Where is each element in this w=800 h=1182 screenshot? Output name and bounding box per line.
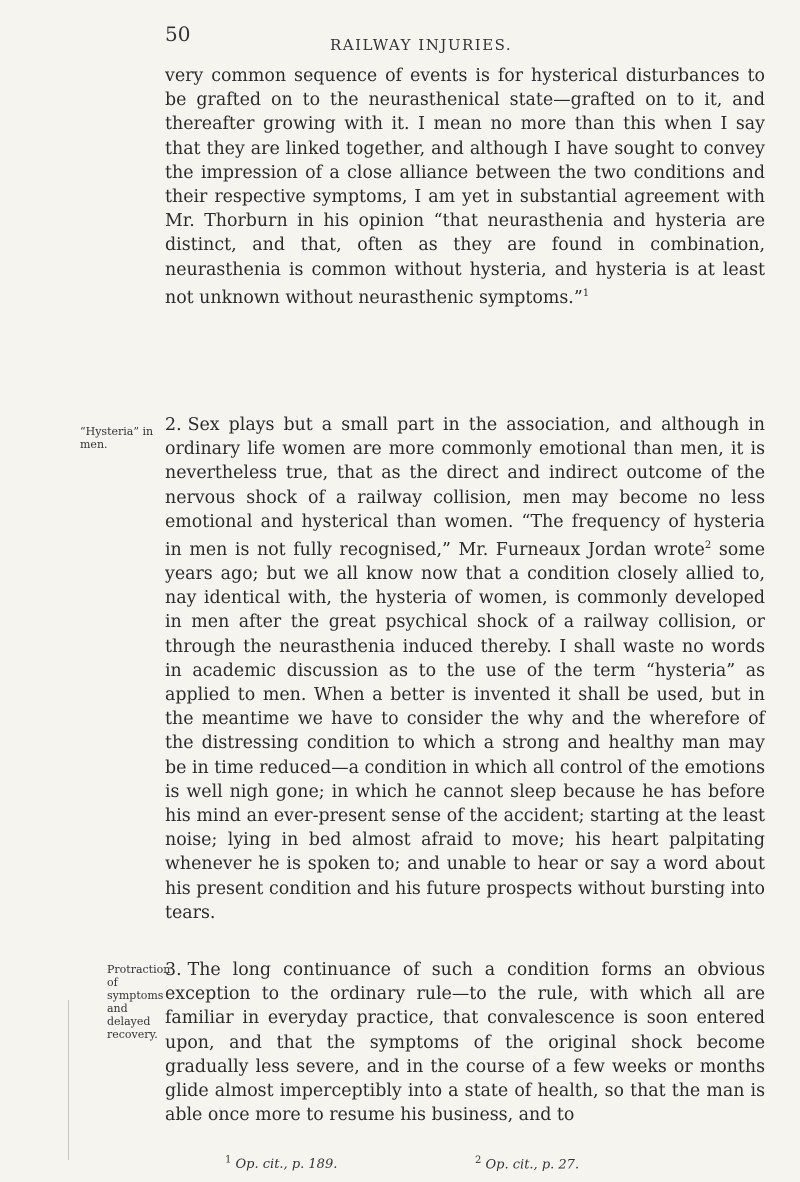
- paragraph-2: [165, 413, 765, 925]
- paragraph-3: [165, 958, 765, 1127]
- footnotes: [225, 1155, 745, 1172]
- paragraph-2-text-b: some years ago; but we all know now that a condition closely allied to, nay identical with, the hysteria of women, is commonly developed in men after the great psychical shock of a railway collision, or through the neurasthenia induced thereby. I shall waste no words in academic discussion as to the use of the term “hysteria” as applied to men. When a better is invented it shall be used, but in the meantime we have to consider the why and the wherefore of the distressing condition to which a strong and healthy man may be in time reduced—a condition in which all control of the emotions is well nigh gone; in which he cannot sleep because he has before his mind an ever-present sense of the accident; starting at the least noise; lying in bed almost afraid to move; his heart palpitating whenever he is spoken to; and unable to hear or say a word about his present condition and his future prospects without bursting into tears.: [165, 539, 765, 923]
- paragraph-continuation: [165, 64, 765, 310]
- footnote-1-text: Op. cit., p. 189.: [235, 1157, 338, 1173]
- paragraph-3-text: The long continuance of such a condition forms an obvious exception to the ordinary rule—to the rule, with which all are familiar in everyday practice, that convalescence is soon entered upon, and that the symptoms of the original shock become gradually less severe, and in the course of a few weeks or months glide almost imperceptibly into a state of health, so that the man is able once more to resume his business, and to: [165, 960, 765, 1126]
- page-number: 50: [165, 22, 191, 46]
- footnote-ref-1: 1: [582, 287, 590, 299]
- page-edge-line: [68, 1000, 69, 1160]
- paragraph-2-number: 2.: [165, 415, 182, 435]
- footnote-ref-2: 2: [704, 540, 712, 552]
- running-head: RAILWAY INJURIES.: [330, 36, 513, 54]
- paragraph-3-number: 3.: [165, 960, 182, 980]
- footnote-1: [225, 1157, 337, 1172]
- margin-note-hysteria-in-men: “Hysteria” in men.: [80, 425, 154, 451]
- footnote-2: [475, 1155, 579, 1172]
- paragraph-1-text: very common sequence of events is for hysterical disturbances to be grafted on to the neurasthenical state—grafted on to it, and thereafter growing with it. I mean no more than this when I say that they are linked together, and although I have sought to convey the impression of a close alliance between the two conditions and their respective symptoms, I am yet in substantial agreement with Mr. Thorburn in his opinion “that neurasthenia and hysteria are distinct, and that, often as they are found in combination, neurasthenia is common without hysteria, and hysteria is at least not unknown without neurasthenic symptoms.”: [165, 66, 765, 308]
- footnote-2-text: Op. cit., p. 27.: [485, 1157, 580, 1173]
- footnote-2-mark: 2: [475, 1155, 482, 1166]
- paragraph-2-text-a: Sex plays but a small part in the association, and although in ordinary life women are more commonly emotional than men, it is nevertheless true, that as the direct and indirect outcome of the nervous shock of a railway collision, men may become no less emotional and hysterical than women. “The frequency of hysteria in men is not fully recognised,” Mr. Furneaux Jordan wrote: [165, 415, 765, 560]
- footnote-1-mark: 1: [225, 1155, 232, 1166]
- margin-note-protraction: Protraction of symptoms and delayed recovery.: [107, 963, 171, 1041]
